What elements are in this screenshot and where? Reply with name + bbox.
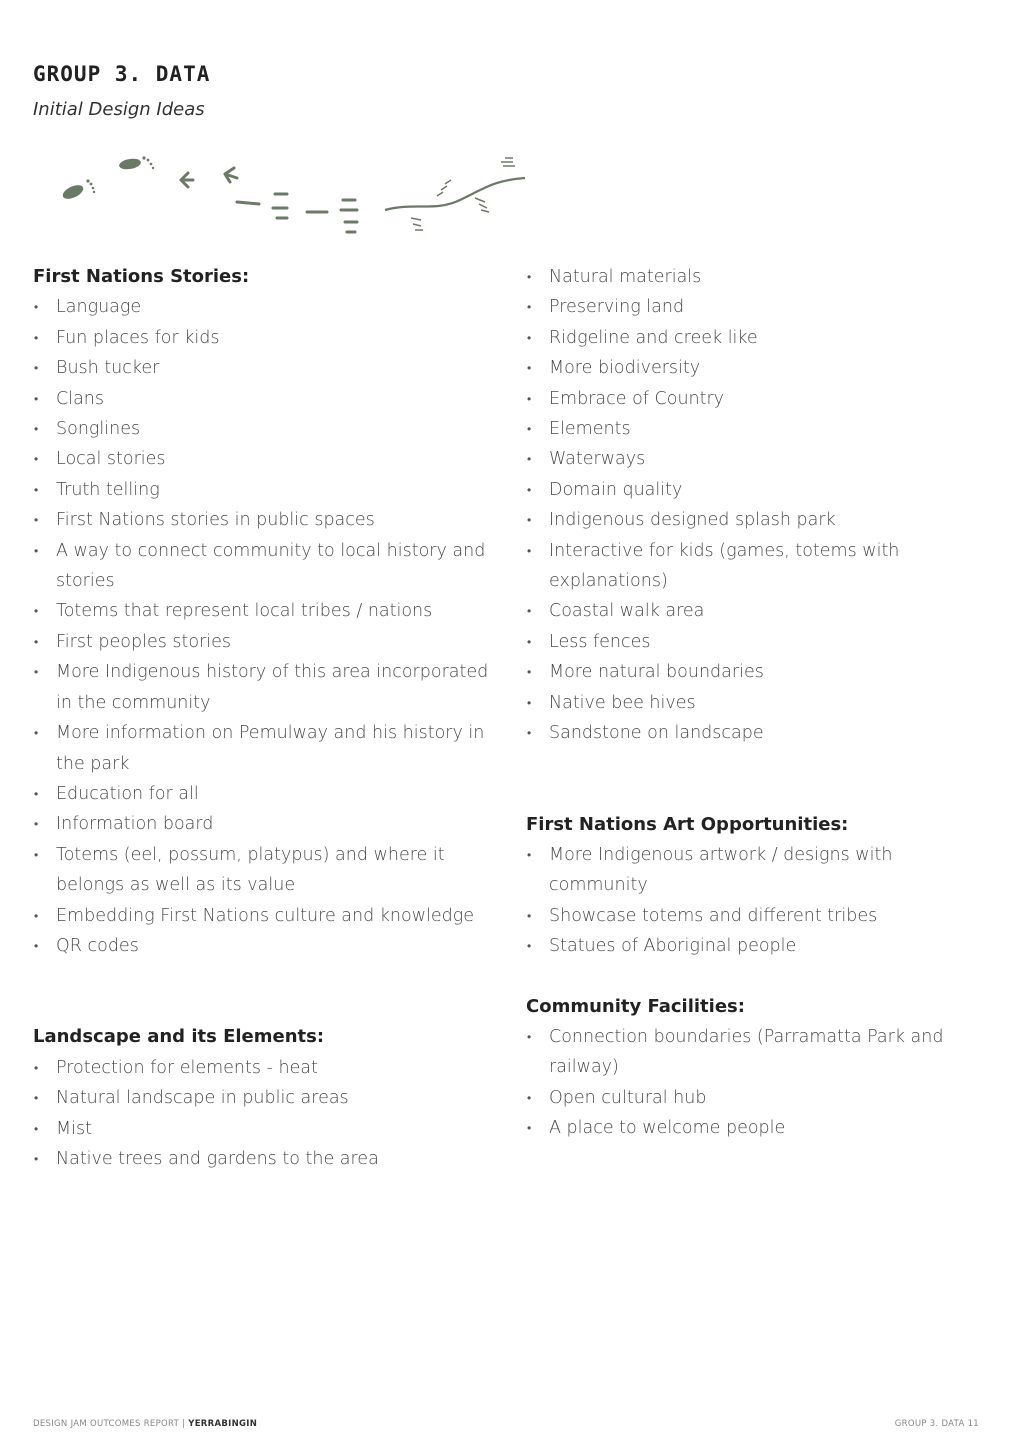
- list-item: • A place to welcome people: [526, 1113, 996, 1143]
- list-item: • Totems (eel, possum, platypus) and where it belongs as well as its value: [33, 840, 503, 901]
- list-item: • Waterways: [526, 444, 996, 474]
- bullet-list: [526, 1022, 996, 1144]
- list-item: • Native trees and gardens to the area: [33, 1144, 503, 1174]
- landscape-section: [33, 1022, 503, 1174]
- community-facilities-section: [526, 992, 996, 1144]
- animal-tracks-illustration: [55, 150, 535, 240]
- list-item: • Protection for elements - heat: [33, 1053, 503, 1083]
- footer-report-name: [33, 1419, 257, 1429]
- list-item: • First peoples stories: [33, 627, 503, 657]
- page-subtitle: Initial Design Ideas: [33, 99, 205, 120]
- list-item: • Statues of Aboriginal people: [526, 931, 996, 961]
- list-item: • Domain quality: [526, 475, 996, 505]
- list-item: • Indigenous designed splash park: [526, 505, 996, 535]
- footprint-icon: [118, 156, 154, 170]
- list-item: • More Indigenous history of this area incorporated in the community: [33, 657, 503, 718]
- section-title: Landscape and its Elements:: [33, 1026, 325, 1048]
- list-item: • Interactive for kids (games, totems with explanations): [526, 536, 996, 597]
- animal-track-icon: [237, 194, 357, 232]
- list-item: • Ridgeline and creek like: [526, 323, 996, 353]
- list-item: • Natural landscape in public areas: [33, 1083, 503, 1113]
- footprint-icon: [61, 179, 95, 201]
- list-item: • Language: [33, 292, 503, 322]
- bird-track-icon: [181, 168, 237, 187]
- list-item: • QR codes: [33, 931, 503, 961]
- right-column: [526, 262, 996, 1144]
- list-item: • More biodiversity: [526, 353, 996, 383]
- list-item: • Showcase totems and different tribes: [526, 901, 996, 931]
- bullet-list: [526, 262, 996, 749]
- list-item: • Less fences: [526, 627, 996, 657]
- list-item: • Elements: [526, 414, 996, 444]
- bullet-list: [526, 840, 996, 962]
- list-item: • Native bee hives: [526, 688, 996, 718]
- list-item: • Information board: [33, 809, 503, 839]
- list-item: • Fun places for kids: [33, 323, 503, 353]
- page-title: GROUP 3. DATA: [33, 62, 211, 86]
- list-item: • Mist: [33, 1114, 503, 1144]
- list-item: • Local stories: [33, 444, 503, 474]
- section-title: First Nations Stories:: [33, 266, 250, 287]
- list-item: • Preserving land: [526, 292, 996, 322]
- footer-brand: YERRABINGIN: [188, 1419, 258, 1429]
- section-title: Community Facilities:: [526, 995, 745, 1017]
- list-item: • Natural materials: [526, 262, 996, 292]
- snake-track-icon: [385, 158, 525, 230]
- list-item: • Bush tucker: [33, 353, 503, 383]
- section-title: First Nations Art Opportunities:: [526, 813, 849, 835]
- list-item: • Songlines: [33, 414, 503, 444]
- footer-page-number: GROUP 3. DATA 11: [894, 1419, 979, 1429]
- list-item: • Sandstone on landscape: [526, 718, 996, 748]
- art-opportunities-section: [526, 810, 996, 962]
- left-column: [33, 262, 503, 1174]
- footer-report-label: DESIGN JAM OUTCOMES REPORT |: [33, 1419, 189, 1429]
- list-item: • More information on Pemulway and his history in the park: [33, 718, 503, 779]
- list-item: • More natural boundaries: [526, 657, 996, 687]
- list-item: • First Nations stories in public spaces: [33, 505, 503, 535]
- list-item: • Coastal walk area: [526, 596, 996, 626]
- list-item: • Embedding First Nations culture and knowledge: [33, 901, 503, 931]
- list-item: • A way to connect community to local history and stories: [33, 536, 503, 597]
- list-item: • Truth telling: [33, 475, 503, 505]
- list-item: • Totems that represent local tribes / nations: [33, 596, 503, 626]
- list-item: • Open cultural hub: [526, 1083, 996, 1113]
- list-item: • Education for all: [33, 779, 503, 809]
- bullet-list: [33, 292, 503, 961]
- bullet-list: [33, 1053, 503, 1175]
- list-item: • Connection boundaries (Parramatta Park and railway): [526, 1022, 996, 1083]
- list-item: • Embrace of Country: [526, 384, 996, 414]
- list-item: • More Indigenous artwork / designs with community: [526, 840, 996, 901]
- list-item: • Clans: [33, 384, 503, 414]
- landscape-continued-section: [526, 262, 996, 749]
- first-nations-stories-section: [33, 262, 503, 961]
